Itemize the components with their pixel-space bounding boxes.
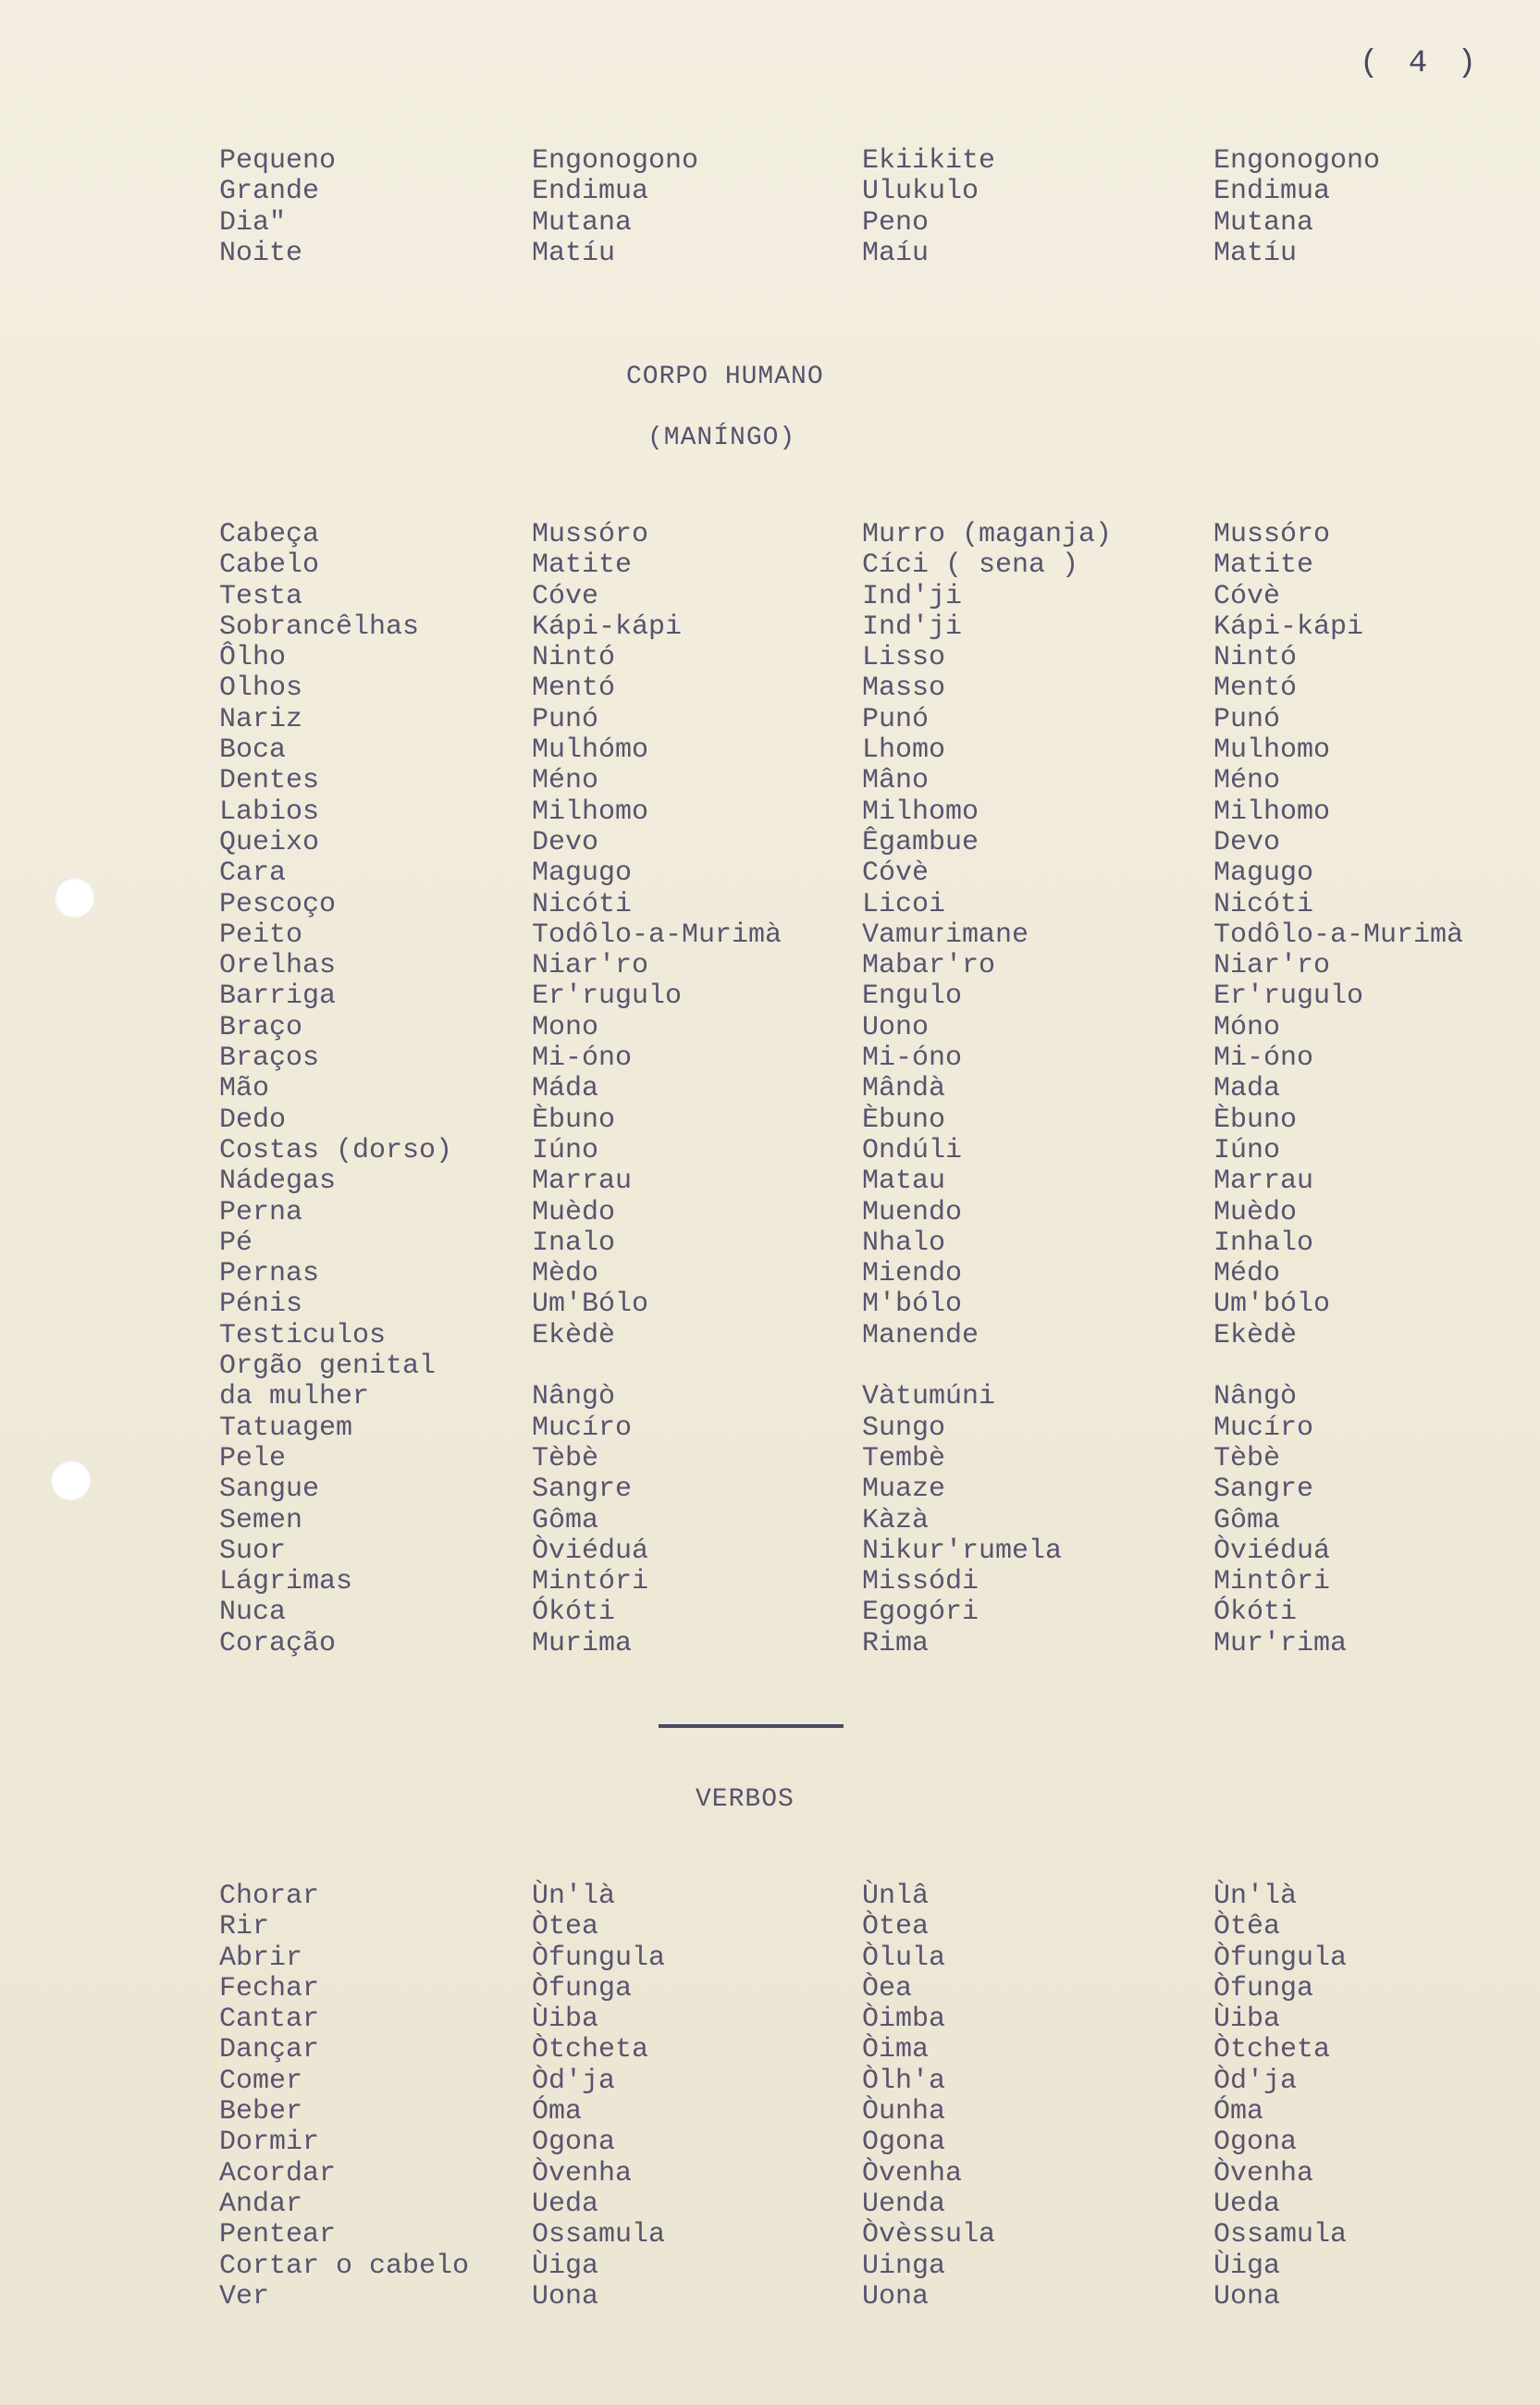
term-translation-2: Maíu bbox=[862, 237, 930, 269]
vocabulary-row bbox=[0, 1444, 1540, 1474]
vocabulary-row bbox=[0, 2066, 1540, 2097]
section-divider bbox=[659, 1724, 844, 1728]
term-translation-1: Èbuno bbox=[532, 1104, 616, 1136]
term-translation-1: Iúno bbox=[532, 1134, 599, 1166]
vocabulary-row bbox=[0, 1506, 1540, 1536]
term-portuguese: Pele bbox=[219, 1442, 287, 1474]
vocabulary-row bbox=[0, 1881, 1540, 1912]
term-translation-2: Òtea bbox=[862, 1911, 930, 1943]
term-translation-3: Ekèdè bbox=[1214, 1319, 1298, 1351]
term-portuguese: Ôlho bbox=[219, 642, 287, 674]
vocabulary-row bbox=[0, 1321, 1540, 1351]
term-translation-2: Uono bbox=[862, 1011, 930, 1043]
term-translation-1: Cóve bbox=[532, 580, 599, 612]
term-translation-2: Missódi bbox=[862, 1566, 979, 1598]
term-translation-1: Nicóti bbox=[532, 888, 633, 920]
term-translation-2: Cóvè bbox=[862, 857, 930, 890]
term-translation-2: Tembè bbox=[862, 1442, 946, 1474]
term-translation-1: Devo bbox=[532, 826, 599, 858]
term-translation-3: Mucíro bbox=[1214, 1412, 1314, 1444]
term-translation-1: Er'rugulo bbox=[532, 980, 683, 1013]
term-translation-1: Òd'ja bbox=[532, 2065, 616, 2097]
term-translation-3: Ossamula bbox=[1214, 2219, 1348, 2251]
term-translation-1: Milhomo bbox=[532, 796, 649, 828]
term-portuguese: Costas (dorso) bbox=[219, 1134, 453, 1166]
term-portuguese: Cabeça bbox=[219, 519, 320, 550]
term-translation-2: Punó bbox=[862, 703, 930, 735]
vocabulary-row bbox=[0, 2220, 1540, 2251]
term-translation-2: Uinga bbox=[862, 2250, 946, 2282]
term-translation-1: Engonogono bbox=[532, 145, 699, 177]
term-portuguese: Nariz bbox=[219, 703, 303, 735]
term-translation-1: Inalo bbox=[532, 1227, 616, 1259]
term-translation-2: Matau bbox=[862, 1166, 946, 1198]
term-translation-3: Mur'rima bbox=[1214, 1627, 1348, 1659]
term-translation-1: Òviéduá bbox=[532, 1535, 649, 1567]
term-translation-2: Mabar'ro bbox=[862, 950, 996, 982]
term-portuguese: Pentear bbox=[219, 2219, 337, 2251]
vocabulary-row bbox=[0, 858, 1540, 889]
term-translation-2: Nhalo bbox=[862, 1227, 946, 1259]
term-translation-3: Matite bbox=[1214, 549, 1314, 582]
term-translation-2: Ekiikite bbox=[862, 145, 996, 177]
term-translation-2: Òvenha bbox=[862, 2157, 963, 2189]
term-translation-2: Kàzà bbox=[862, 1504, 930, 1536]
page-number: ( 4 ) bbox=[1360, 46, 1483, 81]
term-translation-3: Sangre bbox=[1214, 1474, 1314, 1506]
vocabulary-row bbox=[0, 981, 1540, 1012]
vocabulary-row bbox=[0, 2097, 1540, 2128]
term-translation-2: Lisso bbox=[862, 642, 946, 674]
term-portuguese: Barriga bbox=[219, 980, 337, 1013]
term-portuguese: Testiculos bbox=[219, 1319, 387, 1351]
term-portuguese: Suor bbox=[219, 1535, 287, 1567]
term-portuguese: Cara bbox=[219, 857, 287, 890]
vocabulary-row bbox=[0, 1413, 1540, 1444]
term-translation-1: Mèdo bbox=[532, 1258, 599, 1290]
term-translation-2: Ulukulo bbox=[862, 176, 979, 208]
term-translation-3: Nicóti bbox=[1214, 888, 1314, 920]
term-translation-3: Marrau bbox=[1214, 1166, 1314, 1198]
term-translation-1: Òtea bbox=[532, 1911, 599, 1943]
term-translation-2: Mândà bbox=[862, 1073, 946, 1105]
term-portuguese: Dedo bbox=[219, 1104, 287, 1136]
vocabulary-row bbox=[0, 951, 1540, 981]
term-translation-1: Murima bbox=[532, 1627, 633, 1659]
term-translation-3: Ùn'là bbox=[1214, 1881, 1298, 1912]
term-translation-3: Ùiba bbox=[1214, 2004, 1281, 2036]
term-translation-1: Ekèdè bbox=[532, 1319, 616, 1351]
term-translation-2: Manende bbox=[862, 1319, 979, 1351]
vocabulary-row bbox=[0, 766, 1540, 796]
section-title-verbos: VERBOS bbox=[696, 1785, 795, 1814]
term-portuguese: Dançar bbox=[219, 2034, 320, 2066]
term-translation-1: Ùn'là bbox=[532, 1881, 616, 1912]
term-translation-1: Òtcheta bbox=[532, 2034, 649, 2066]
vocabulary-row bbox=[0, 612, 1540, 643]
term-translation-3: Punó bbox=[1214, 703, 1281, 735]
vocabulary-row bbox=[0, 1351, 1540, 1382]
term-translation-2: Vamurimane bbox=[862, 919, 1029, 951]
vocabulary-row bbox=[0, 1228, 1540, 1259]
term-translation-3: Er'rugulo bbox=[1214, 980, 1364, 1013]
term-translation-3: Òd'ja bbox=[1214, 2065, 1298, 2097]
term-translation-3: Kápi-kápi bbox=[1214, 610, 1364, 643]
vocabulary-row bbox=[0, 520, 1540, 550]
term-translation-1: Magugo bbox=[532, 857, 633, 890]
term-translation-3: Mutana bbox=[1214, 206, 1314, 239]
vocabulary-row bbox=[0, 1166, 1540, 1197]
term-portuguese: Pequeno bbox=[219, 145, 337, 177]
term-portuguese: Pé bbox=[219, 1227, 253, 1259]
term-portuguese: Pescoço bbox=[219, 888, 337, 920]
term-translation-1: Mulhómo bbox=[532, 734, 649, 767]
term-translation-1: Mintóri bbox=[532, 1566, 649, 1598]
term-portuguese: Chorar bbox=[219, 1881, 320, 1912]
vocabulary-row bbox=[0, 146, 1540, 177]
vocabulary-row bbox=[0, 1943, 1540, 1974]
vocabulary-row bbox=[0, 705, 1540, 735]
term-portuguese: Rir bbox=[219, 1911, 270, 1943]
vocabulary-row bbox=[0, 1074, 1540, 1104]
term-translation-2: Miendo bbox=[862, 1258, 963, 1290]
vocabulary-row bbox=[0, 1974, 1540, 2004]
term-translation-2: Ind'ji bbox=[862, 580, 963, 612]
term-portuguese: Sobrancêlhas bbox=[219, 610, 420, 643]
vocabulary-row bbox=[0, 2282, 1540, 2312]
term-translation-3: Cóvè bbox=[1214, 580, 1281, 612]
term-translation-1: Sangre bbox=[532, 1474, 633, 1506]
term-translation-2: Èbuno bbox=[862, 1104, 946, 1136]
term-translation-2: Masso bbox=[862, 672, 946, 705]
term-translation-1: Òvenha bbox=[532, 2157, 633, 2189]
term-portuguese: Nuca bbox=[219, 1597, 287, 1629]
term-translation-1: Mutana bbox=[532, 206, 633, 239]
term-portuguese: Pénis bbox=[219, 1289, 303, 1321]
term-translation-2: Nikur'rumela bbox=[862, 1535, 1063, 1567]
term-translation-1: Ókóti bbox=[532, 1597, 616, 1629]
vocabulary-row bbox=[0, 550, 1540, 581]
term-translation-3: Óma bbox=[1214, 2096, 1264, 2128]
term-portuguese: Braço bbox=[219, 1011, 303, 1043]
term-translation-1: Matíu bbox=[532, 237, 616, 269]
term-portuguese: Boca bbox=[219, 734, 287, 767]
term-portuguese: Abrir bbox=[219, 1942, 303, 1974]
term-translation-2: Muendo bbox=[862, 1196, 963, 1228]
term-translation-2: Muaze bbox=[862, 1474, 946, 1506]
term-translation-3: Niar'ro bbox=[1214, 950, 1331, 982]
term-translation-1: Óma bbox=[532, 2096, 583, 2128]
term-translation-3: Médo bbox=[1214, 1258, 1281, 1290]
term-portuguese: Beber bbox=[219, 2096, 303, 2128]
term-portuguese: Tatuagem bbox=[219, 1412, 353, 1444]
term-translation-1: Mucíro bbox=[532, 1412, 633, 1444]
term-translation-1: Mi-óno bbox=[532, 1042, 633, 1075]
term-translation-2: Òlula bbox=[862, 1942, 946, 1974]
term-translation-1: Ogona bbox=[532, 2127, 616, 2159]
term-translation-2: Vàtumúni bbox=[862, 1381, 996, 1413]
term-translation-3: Òvenha bbox=[1214, 2157, 1314, 2189]
term-translation-2: Cíci ( sena ) bbox=[862, 549, 1079, 582]
term-translation-2: Òea bbox=[862, 1972, 913, 2004]
term-translation-2: Engulo bbox=[862, 980, 963, 1013]
term-portuguese: Cantar bbox=[219, 2004, 320, 2036]
term-translation-2: Ogona bbox=[862, 2127, 946, 2159]
term-translation-3: Òtcheta bbox=[1214, 2034, 1331, 2066]
vocabulary-row bbox=[0, 1198, 1540, 1228]
term-translation-2: Êgambue bbox=[862, 826, 979, 858]
term-translation-3: Uona bbox=[1214, 2280, 1281, 2312]
term-portuguese: da mulher bbox=[219, 1381, 370, 1413]
section-subtitle-maningo: (MANÍNGO) bbox=[647, 424, 796, 452]
term-translation-2: M'bólo bbox=[862, 1289, 963, 1321]
term-portuguese: Testa bbox=[219, 580, 303, 612]
term-translation-2: Ùnlâ bbox=[862, 1881, 930, 1912]
term-translation-2: Egogóri bbox=[862, 1597, 979, 1629]
term-translation-1: Mono bbox=[532, 1011, 599, 1043]
vocabulary-row bbox=[0, 1629, 1540, 1659]
term-translation-3: Èbuno bbox=[1214, 1104, 1298, 1136]
term-translation-1: Méno bbox=[532, 765, 599, 797]
term-portuguese: Semen bbox=[219, 1504, 303, 1536]
vocabulary-row bbox=[0, 1136, 1540, 1166]
term-translation-3: Endimua bbox=[1214, 176, 1331, 208]
term-translation-3: Um'bólo bbox=[1214, 1289, 1331, 1321]
term-portuguese: Orgão genital bbox=[219, 1350, 437, 1383]
term-translation-1: Ùiba bbox=[532, 2004, 599, 2036]
term-translation-3: Òtêa bbox=[1214, 1911, 1281, 1943]
term-portuguese: Noite bbox=[219, 237, 303, 269]
term-translation-2: Licoi bbox=[862, 888, 946, 920]
term-translation-1: Marrau bbox=[532, 1166, 633, 1198]
term-translation-3: Gôma bbox=[1214, 1504, 1281, 1536]
term-translation-1: Endimua bbox=[532, 176, 649, 208]
term-translation-2: Milhomo bbox=[862, 796, 979, 828]
term-translation-1: Òfungula bbox=[532, 1942, 666, 1974]
term-translation-1: Ueda bbox=[532, 2188, 599, 2220]
term-translation-3: Todôlo-a-Murimà bbox=[1214, 919, 1464, 951]
vocabulary-row bbox=[0, 1912, 1540, 1942]
term-translation-3: Tèbè bbox=[1214, 1442, 1281, 1474]
vocabulary-row bbox=[0, 1474, 1540, 1505]
term-portuguese: Acordar bbox=[219, 2157, 337, 2189]
term-portuguese: Braços bbox=[219, 1042, 320, 1075]
term-translation-2: Òvèssula bbox=[862, 2219, 996, 2251]
term-translation-2: Òimba bbox=[862, 2004, 946, 2036]
term-translation-2: Òlh'a bbox=[862, 2065, 946, 2097]
term-translation-1: Uona bbox=[532, 2280, 599, 2312]
term-portuguese: Labios bbox=[219, 796, 320, 828]
term-translation-1: Òfunga bbox=[532, 1972, 633, 2004]
term-translation-1: Máda bbox=[532, 1073, 599, 1105]
vocabulary-row bbox=[0, 208, 1540, 239]
term-translation-3: Òfungula bbox=[1214, 1942, 1348, 1974]
section-title-corpo-humano: CORPO HUMANO bbox=[626, 363, 824, 391]
term-portuguese: Lágrimas bbox=[219, 1566, 353, 1598]
term-translation-2: Uona bbox=[862, 2280, 930, 2312]
vocabulary-row bbox=[0, 1289, 1540, 1320]
term-translation-1: Mentó bbox=[532, 672, 616, 705]
term-translation-1: Punó bbox=[532, 703, 599, 735]
vocabulary-row bbox=[0, 1536, 1540, 1567]
term-translation-2: Òima bbox=[862, 2034, 930, 2066]
term-translation-1: Ùiga bbox=[532, 2250, 599, 2282]
vocabulary-row bbox=[0, 890, 1540, 920]
term-translation-3: Magugo bbox=[1214, 857, 1314, 890]
term-portuguese: Dia" bbox=[219, 206, 287, 239]
term-translation-1: Muèdo bbox=[532, 1196, 616, 1228]
vocabulary-row bbox=[0, 2189, 1540, 2220]
term-portuguese: Perna bbox=[219, 1196, 303, 1228]
vocabulary-row bbox=[0, 2159, 1540, 2189]
term-translation-1: Niar'ro bbox=[532, 950, 649, 982]
vocabulary-row bbox=[0, 2128, 1540, 2158]
vocabulary-table-verbos bbox=[0, 1881, 1540, 2312]
term-translation-2: Murro (maganja) bbox=[862, 519, 1113, 550]
term-translation-3: Nângò bbox=[1214, 1381, 1298, 1413]
term-translation-3: Mintôri bbox=[1214, 1566, 1331, 1598]
term-translation-3: Ókóti bbox=[1214, 1597, 1298, 1629]
term-portuguese: Comer bbox=[219, 2065, 303, 2097]
vocabulary-row bbox=[0, 1567, 1540, 1597]
term-portuguese: Fechar bbox=[219, 1972, 320, 2004]
term-translation-2: Rima bbox=[862, 1627, 930, 1659]
vocabulary-row bbox=[0, 828, 1540, 858]
vocabulary-row bbox=[0, 673, 1540, 704]
vocabulary-row bbox=[0, 177, 1540, 207]
term-translation-3: Móno bbox=[1214, 1011, 1281, 1043]
term-translation-3: Milhomo bbox=[1214, 796, 1331, 828]
term-translation-2: Òunha bbox=[862, 2096, 946, 2128]
term-translation-3: Ùiga bbox=[1214, 2250, 1281, 2282]
term-translation-3: Devo bbox=[1214, 826, 1281, 858]
term-portuguese: Grande bbox=[219, 176, 320, 208]
term-translation-3: Matíu bbox=[1214, 237, 1298, 269]
term-portuguese: Andar bbox=[219, 2188, 303, 2220]
term-portuguese: Nádegas bbox=[219, 1166, 337, 1198]
vocabulary-row bbox=[0, 2035, 1540, 2066]
term-portuguese: Coração bbox=[219, 1627, 337, 1659]
term-translation-2: Peno bbox=[862, 206, 930, 239]
vocabulary-row bbox=[0, 1382, 1540, 1412]
term-translation-1: Tèbè bbox=[532, 1442, 599, 1474]
term-translation-1: Kápi-kápi bbox=[532, 610, 683, 643]
term-translation-3: Muèdo bbox=[1214, 1196, 1298, 1228]
term-portuguese: Ver bbox=[219, 2280, 270, 2312]
term-translation-3: Iúno bbox=[1214, 1134, 1281, 1166]
term-translation-3: Inhalo bbox=[1214, 1227, 1314, 1259]
vocabulary-row bbox=[0, 1259, 1540, 1289]
term-translation-2: Uenda bbox=[862, 2188, 946, 2220]
vocabulary-row bbox=[0, 797, 1540, 828]
term-portuguese: Sangue bbox=[219, 1474, 320, 1506]
term-translation-2: Lhomo bbox=[862, 734, 946, 767]
vocabulary-row bbox=[0, 735, 1540, 766]
term-translation-2: Mâno bbox=[862, 765, 930, 797]
vocabulary-row bbox=[0, 1105, 1540, 1136]
term-portuguese: Cabelo bbox=[219, 549, 320, 582]
term-translation-1: Mussóro bbox=[532, 519, 649, 550]
term-translation-2: Mi-óno bbox=[862, 1042, 963, 1075]
vocabulary-row bbox=[0, 2251, 1540, 2282]
vocabulary-table-corpo-humano bbox=[0, 520, 1540, 1659]
term-translation-1: Ossamula bbox=[532, 2219, 666, 2251]
term-portuguese: Olhos bbox=[219, 672, 303, 705]
term-translation-3: Mulhomo bbox=[1214, 734, 1331, 767]
vocabulary-row bbox=[0, 1043, 1540, 1074]
term-translation-3: Òviéduá bbox=[1214, 1535, 1331, 1567]
term-translation-3: Òfunga bbox=[1214, 1972, 1314, 2004]
term-portuguese: Queixo bbox=[219, 826, 320, 858]
vocabulary-row bbox=[0, 643, 1540, 673]
term-translation-3: Mi-óno bbox=[1214, 1042, 1314, 1075]
term-translation-2: Ind'ji bbox=[862, 610, 963, 643]
vocabulary-table-top bbox=[0, 146, 1540, 269]
term-translation-3: Ogona bbox=[1214, 2127, 1298, 2159]
term-translation-3: Mussóro bbox=[1214, 519, 1331, 550]
term-portuguese: Dormir bbox=[219, 2127, 320, 2159]
term-translation-3: Ueda bbox=[1214, 2188, 1281, 2220]
term-portuguese: Dentes bbox=[219, 765, 320, 797]
term-translation-3: Mentó bbox=[1214, 672, 1298, 705]
term-translation-1: Gôma bbox=[532, 1504, 599, 1536]
vocabulary-row bbox=[0, 920, 1540, 951]
term-translation-1: Matite bbox=[532, 549, 633, 582]
term-portuguese: Orelhas bbox=[219, 950, 337, 982]
term-translation-1: Nintó bbox=[532, 642, 616, 674]
term-translation-3: Engonogono bbox=[1214, 145, 1381, 177]
term-portuguese: Peito bbox=[219, 919, 303, 951]
term-translation-1: Nângò bbox=[532, 1381, 616, 1413]
term-portuguese: Mão bbox=[219, 1073, 270, 1105]
term-portuguese: Cortar o cabelo bbox=[219, 2250, 470, 2282]
term-translation-3: Méno bbox=[1214, 765, 1281, 797]
term-translation-2: Ondúli bbox=[862, 1134, 963, 1166]
term-translation-1: Todôlo-a-Murimà bbox=[532, 919, 782, 951]
vocabulary-row bbox=[0, 1597, 1540, 1628]
term-translation-2: Sungo bbox=[862, 1412, 946, 1444]
term-translation-3: Mada bbox=[1214, 1073, 1281, 1105]
term-translation-1: Um'Bólo bbox=[532, 1289, 649, 1321]
term-portuguese: Pernas bbox=[219, 1258, 320, 1290]
vocabulary-row bbox=[0, 1013, 1540, 1043]
vocabulary-row bbox=[0, 239, 1540, 269]
vocabulary-row bbox=[0, 582, 1540, 612]
vocabulary-row bbox=[0, 2004, 1540, 2035]
term-translation-3: Nintó bbox=[1214, 642, 1298, 674]
